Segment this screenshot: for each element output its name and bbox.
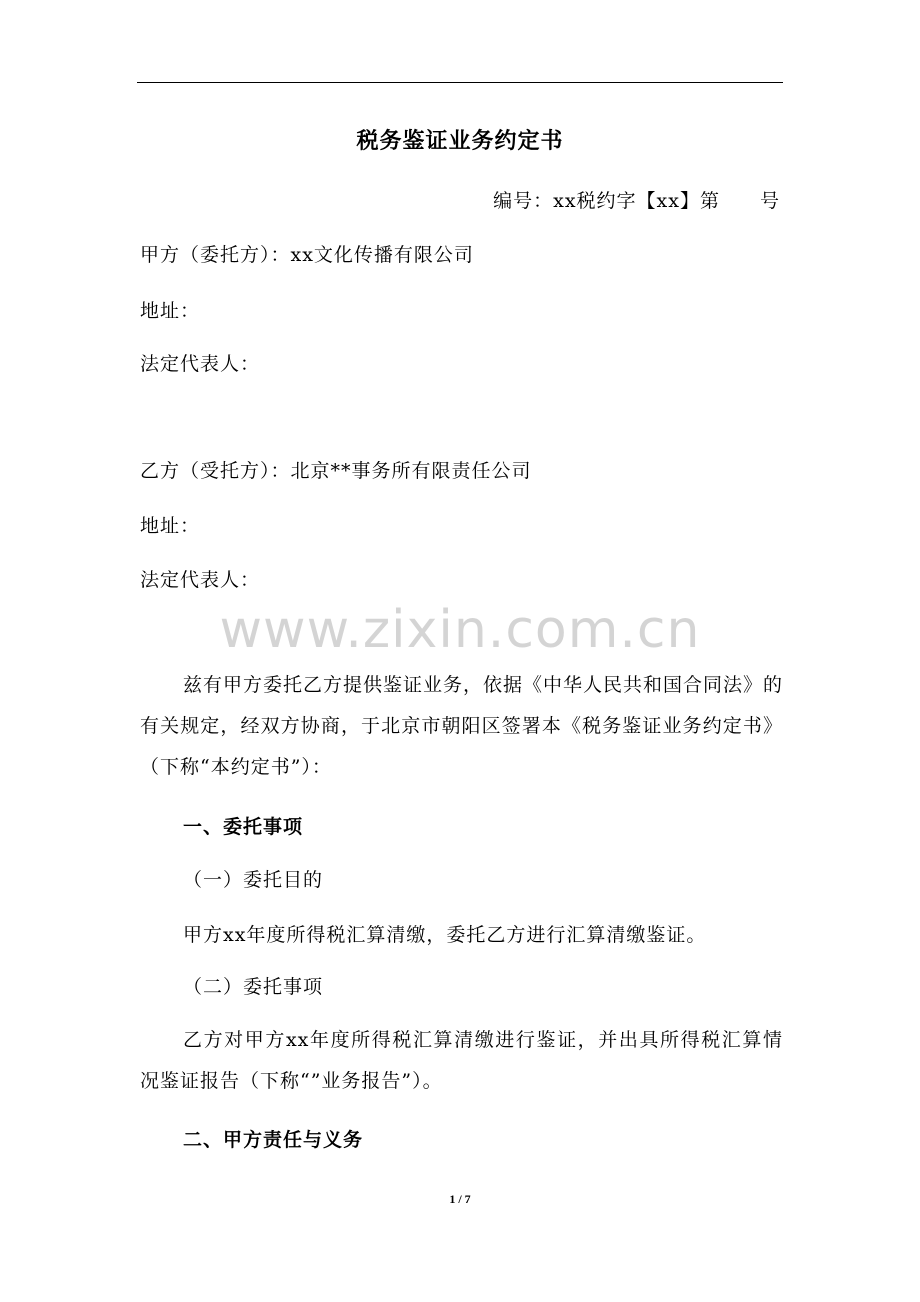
section-1-heading: 一、委托事项 — [183, 816, 304, 838]
party-b-name: 乙方（受托方）：北京**事务所有限责任公司 — [140, 460, 532, 482]
header-rule — [137, 82, 783, 83]
watermark: www.zixin.com.cn — [219, 600, 701, 660]
intro-paragraph: 兹有甲方委托乙方提供鉴证业务，依据《中华人民共和国合同法》的有关规定，经双方协商，于北京市朝阳区签署本《税务鉴证业务约定书》（下称“本约定书”）： — [140, 674, 784, 778]
document-title: 税务鉴证业务约定书 — [356, 129, 564, 154]
section-1-sub-1-text: 甲方xx年度所得税汇算清缴，委托乙方进行汇算清缴鉴证。 — [183, 924, 707, 946]
party-a-name: 甲方（委托方）：xx文化传播有限公司 — [140, 244, 474, 266]
section-1-sub-2-text: 乙方对甲方xx年度所得税汇算清缴进行鉴证，并出具所得税汇算情况鉴证报告（下称“”业务报告”）。 — [140, 1029, 783, 1092]
document-number: 编号：xx税约字【xx】第 号 — [493, 190, 780, 212]
section-1-sub-1-heading: （一）委托目的 — [183, 869, 324, 891]
party-a-address: 地址： — [140, 300, 201, 322]
party-b-address: 地址： — [140, 515, 201, 537]
party-b-representative: 法定代表人： — [140, 569, 261, 591]
party-a-representative: 法定代表人： — [140, 353, 261, 375]
page-number: 1 / 7 — [449, 1192, 471, 1206]
section-1-sub-2-heading: （二）委托事项 — [183, 976, 324, 998]
section-2-heading: 二、甲方责任与义务 — [183, 1129, 364, 1151]
